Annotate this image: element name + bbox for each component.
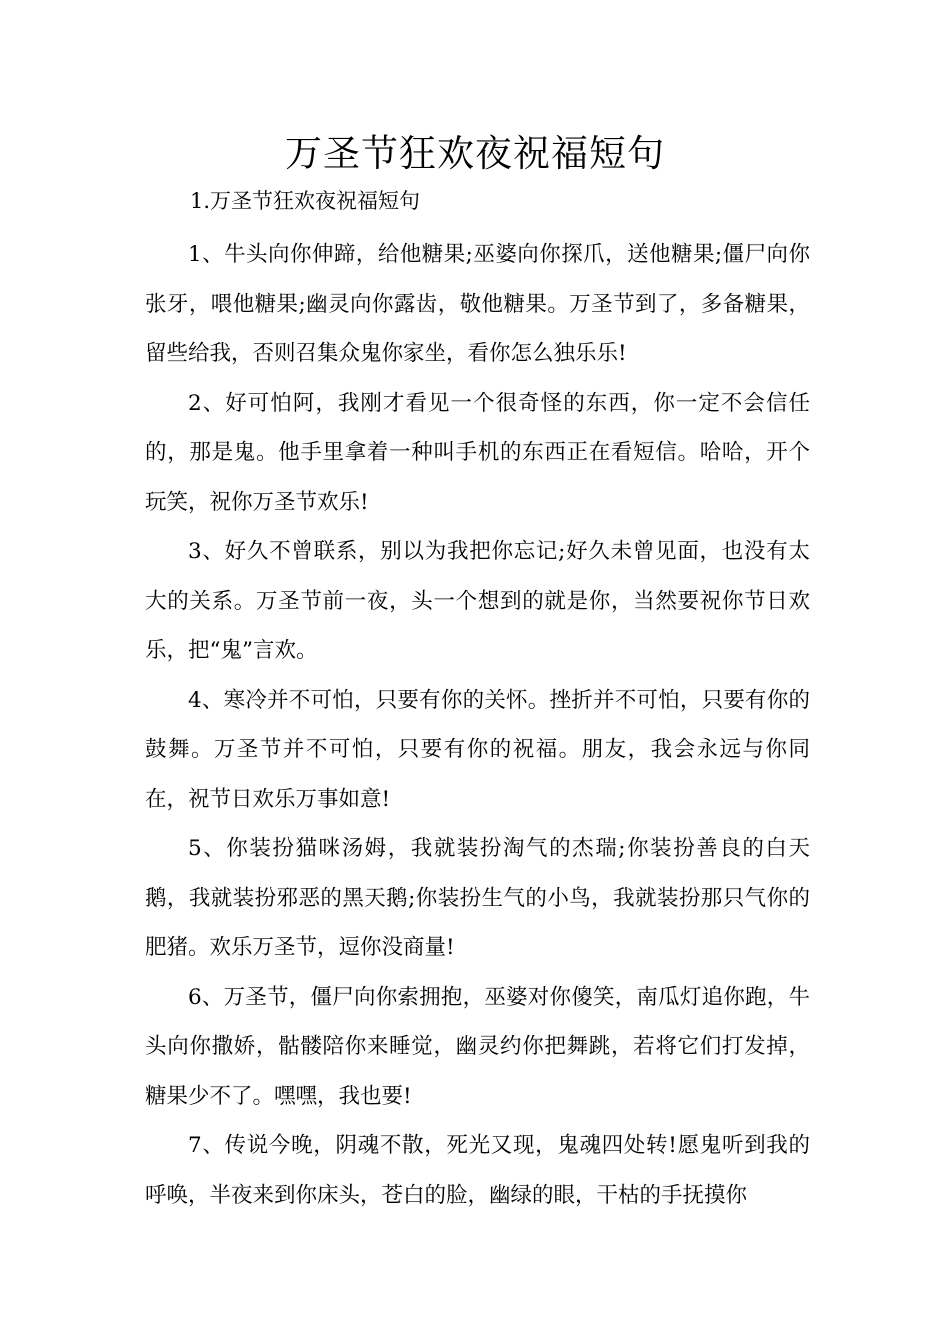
document-title: 万圣节狂欢夜祝福短句	[285, 132, 665, 175]
document-subtitle: 1.万圣节狂欢夜祝福短句	[190, 189, 421, 213]
paragraph-3: 3、好久不曾联系，别以为我把你忘记;好久未曾见面，也没有太大的关系。万圣节前一夜，头一个想到的就是你，当然要祝你节日欢乐，把“鬼”言欢。	[145, 539, 810, 663]
paragraph-7: 7、传说今晚，阴魂不散，死光又现，鬼魂四处转!愿鬼听到我的呼唤，半夜来到你床头，苍白的脸，幽绿的眼，干枯的手抚摸你	[145, 1133, 810, 1208]
document-body	[145, 230, 810, 1220]
paragraph-5: 5、你装扮猫咪汤姆，我就装扮淘气的杰瑞;你装扮善良的白天鹅，我就装扮邪恶的黑天鹅;你装扮生气的小鸟，我就装扮那只气你的肥猪。欢乐万圣节，逗你没商量!	[145, 836, 810, 960]
paragraph-1: 1、牛头向你伸蹄，给他糖果;巫婆向你探爪，送他糖果;僵尸向你张牙，喂他糖果;幽灵向你露齿，敬他糖果。万圣节到了，多备糖果，留些给我，否则召集众鬼你家坐，看你怎么独乐乐!	[145, 242, 810, 366]
paragraph-2: 2、好可怕阿，我刚才看见一个很奇怪的东西，你一定不会信任的，那是鬼。他手里拿着一种叫手机的东西正在看短信。哈哈，开个玩笑，祝你万圣节欢乐!	[145, 390, 810, 515]
paragraph-6: 6、万圣节，僵尸向你索拥抱，巫婆对你傻笑，南瓜灯追你跑，牛头向你撒娇，骷髅陪你来睡觉，幽灵约你把舞跳，若将它们打发掉，糖果少不了。嘿嘿，我也要!	[145, 984, 810, 1109]
paragraph-4: 4、寒冷并不可怕，只要有你的关怀。挫折并不可怕，只要有你的鼓舞。万圣节并不可怕，只要有你的祝福。朋友，我会永远与你同在，祝节日欢乐万事如意!	[145, 687, 810, 812]
